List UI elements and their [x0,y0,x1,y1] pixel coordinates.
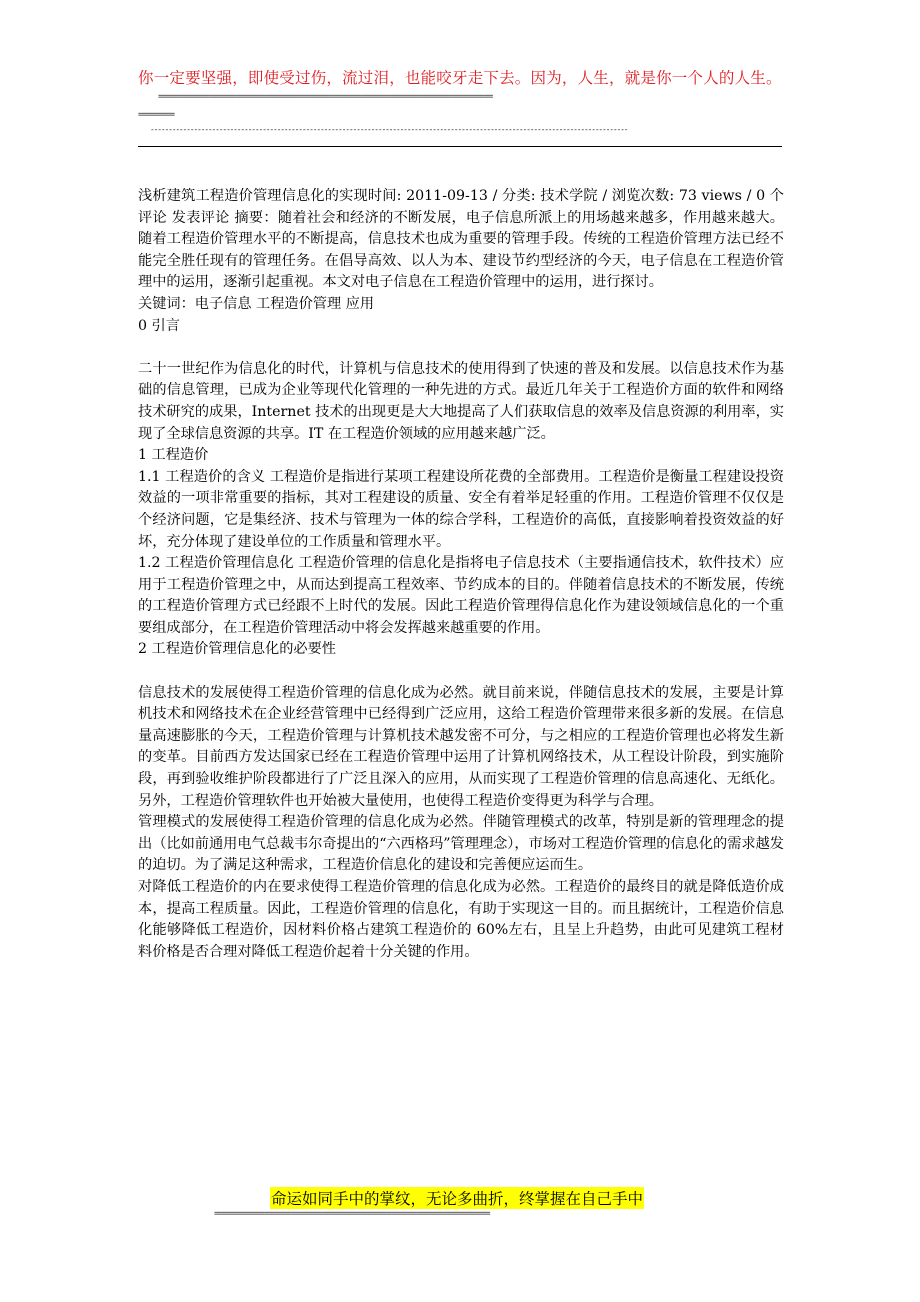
article-paragraph: 浅析建筑工程造价管理信息化的实现时间: 2011-09-13 / 分类: 技术学院 / 浏览次数: 73 views / 0 个评论 发表评论 摘要：随着社会和经济的不断发展，电子信息所派上的用场越来越多，作用越来越大。随着工程造价管理水平的不断提高，信息技术也成为重要的管理手段。传统的工程造价管理方法已经不能完全胜任现有的管理任务。在倡导高效、以人为本、建设节约型经济的今天，电子信息在工程造价管理中的运用，逐渐引起重视。本文对电子信息在工程造价管理中的运用，进行探讨。 [138,188,784,291]
header-quote: 你一定要坚强，即使受过伤，流过泪，也能咬牙走下去。因为，人生，就是你一个人的人生。 [138,69,782,87]
article-paragraph: 0 引言 [138,317,180,334]
article-paragraph: 管理模式的发展使得工程造价管理的信息化成为必然。伴随管理模式的改革，特别是新的管理理念的提出（比如前通用电气总裁韦尔奇提出的“六西格玛”管理理念），市场对工程造价管理的信息化的需求越发的迫切。为了满足这种需求，工程造价信息化的建设和完善便应运而生。 [138,814,784,874]
footer-quote: 命运如同手中的掌纹，无论多曲折，终掌握在自己手中 [270,1187,644,1209]
header-separator-equals-tail: ======== [138,110,175,120]
blank-line [138,661,784,683]
article-body [138,186,784,963]
article-paragraph: 1 工程造价 [138,447,209,464]
article-paragraph: 1.2 工程造价管理信息化 工程造价管理的信息化是指将电子信息技术（主要指通信技术，软件技术）应用于工程造价管理之中，从而达到提高工程效率、节约成本的目的。伴随着信息技术的不断发展，传统的工程造价管理方式已经跟不上时代的发展。因此工程造价管理得信息化作为建设领域信息化的一个重要组成部分，在工程造价管理活动中将会发挥越来越重要的作用。 [138,555,784,636]
header-separator-dashes: ------------------------------------------------------------------------------------------------------------------------------------ [150,125,628,134]
article-paragraph: 二十一世纪作为信息化的时代，计算机与信息技术的使用得到了快速的普及和发展。以信息技术作为基础的信息管理，已成为企业等现代化管理的一种先进的方式。最近几年关于工程造价方面的软件和网络技术研究的成果，Internet 技术的出现更是大大地提高了人们获取信息的效率及信息资源的利用率，实现了全球信息资源的共享。IT 在工程造价领域的应用越来越广泛。 [138,360,784,442]
article-paragraph: 1.1 工程造价的含义 工程造价是指进行某项工程建设所花费的全部费用。工程造价是衡量工程建设投资效益的一项非常重要的指标，其对工程建设的质量、安全有着举足轻重的作用。工程造价管理不仅仅是个经济问题，它是集经济、技术与管理为一体的综合学科，工程造价的高低，直接影响着投资效益的好坏，充分体现了建设单位的工作质量和管理水平。 [138,468,784,550]
blank-line [138,337,784,359]
footer-separator-equals: ============================================================= [214,1209,490,1219]
article-paragraph: 关键词：电子信息 工程造价管理 应用 [138,295,375,312]
article-paragraph: 对降低工程造价的内在要求使得工程造价管理的信息化成为必然。工程造价的最终目的就是降低造价成本，提高工程质量。因此，工程造价管理的信息化，有助于实现这一目的。而且据统计，工程造价信息化能够降低工程造价，因材料价格占建筑工程造价的 60%左右，且呈上升趋势，由此可见建筑工程材料价格是否合理对降低工程造价起着十分关键的作用。 [138,879,784,960]
article-paragraph: 信息技术的发展使得工程造价管理的信息化成为必然。就目前来说，伴随信息技术的发展，主要是计算机技术和网络技术在企业经营管理中已经得到广泛应用，这给工程造价管理带来很多新的发展。在信息量高速膨胀的今天，工程造价管理与计算机技术越发密不可分，与之相应的工程造价管理也必将发生新的变革。目前西方发达国家已经在工程造价管理中运用了计算机网络技术，从工程设计阶段，到实施阶段，再到验收维护阶段都进行了广泛且深入的应用，从而实现了工程造价管理的信息高速化、无纸化。另外，工程造价管理软件也开始被大量使用，也使得工程造价变得更为科学与合理。 [138,684,784,809]
article-paragraph: 2 工程造价管理信息化的必要性 [138,641,336,658]
header-separator-equals: ========================================================================== [158,92,493,102]
header-rule [138,146,782,147]
